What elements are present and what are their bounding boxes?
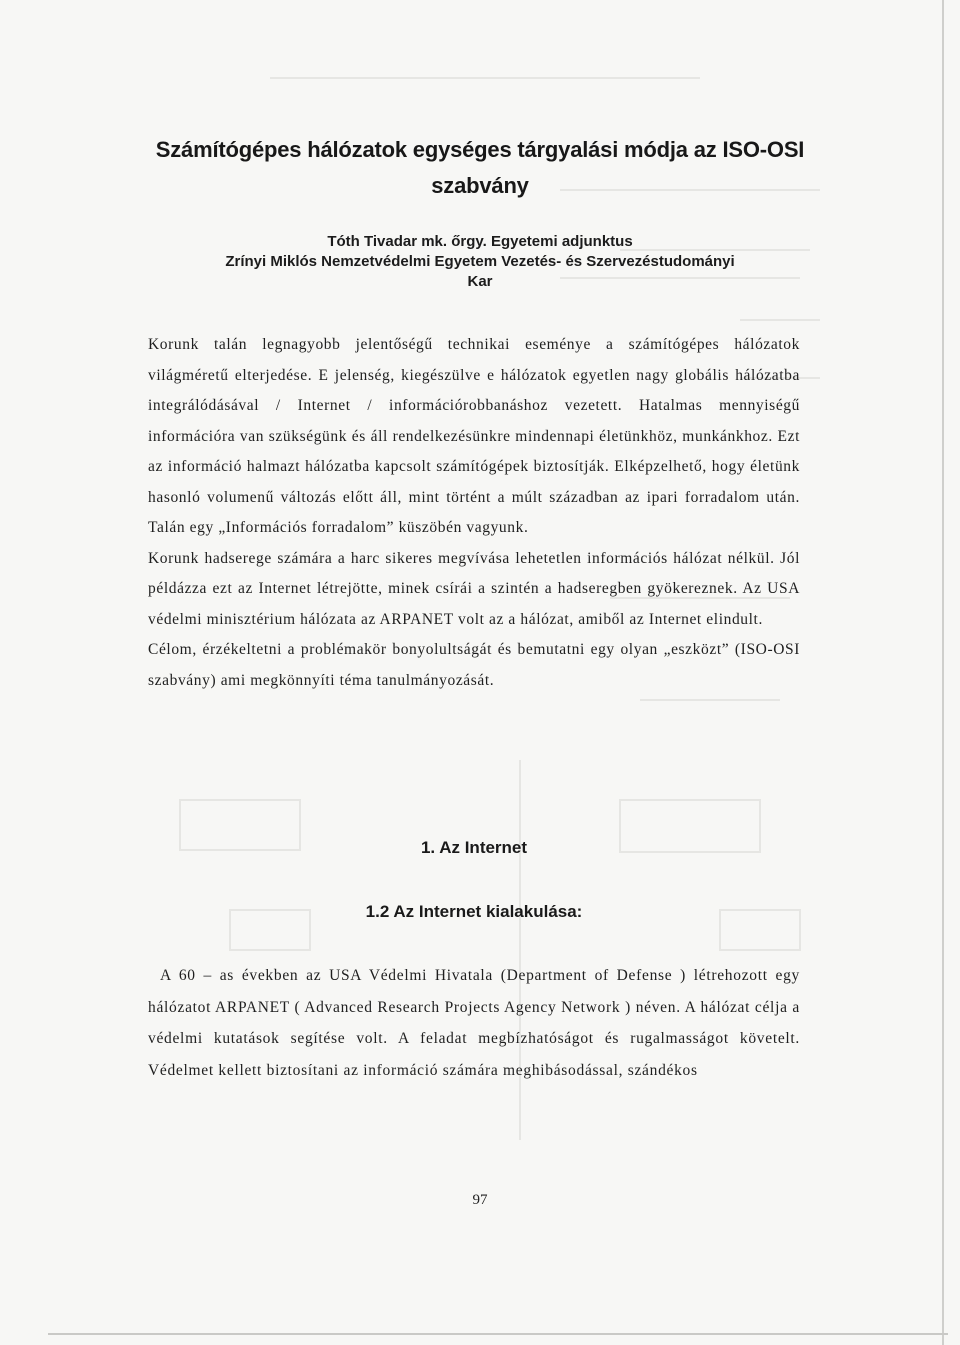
author-affiliation: Zrínyi Miklós Nemzetvédelmi Egyetem Vezetés- és Szervezéstudományi xyxy=(225,253,735,270)
section-body xyxy=(148,960,800,1086)
section-heading: 1. Az Internet xyxy=(420,838,528,857)
subsection-heading: 1.2 Az Internet kialakulása: xyxy=(365,902,583,921)
intro-section xyxy=(148,330,800,696)
author-name-rank: Tóth Tivadar mk. őrgy. Egyetemi adjunktus xyxy=(327,233,633,250)
author-affiliation-continued: Kar xyxy=(467,273,493,290)
page-number: 97 xyxy=(472,1192,488,1208)
scan-edge-right xyxy=(942,0,944,1345)
document-title: Számítógépes hálózatok egységes tárgyalási módja az ISO-OSI szabvány xyxy=(155,137,805,198)
author-block xyxy=(120,232,840,292)
intro-paragraph: Korunk talán legnagyobb jelentőségű technikai eseménye a számítógépes hálózatok világméretű elterjedése. E jelenség, kiegészülve e hálózatok egyetlen nagy globális hálózatba integrálódásával / Internet / információrobbanáshoz vezetett. Hatalmas mennyiségű információra van szükségünk és áll rendelkezésünkre mindennapi életünkhöz, munkánkhoz. Ezt az információ halmazt hálózatba kapcsolt számítógépek biztosítják. Elképzelhető, hogy életünk hasonló volumenű változás előtt áll, mint történt a múlt században az ipari forradalom után. Talán egy „Információs forradalom” küszöbén vagyunk. xyxy=(148,336,800,536)
intro-paragraph: Korunk hadserege számára a harc sikeres megvívása lehetetlen információs hálózat nélkül. Jól példázza ezt az Internet létrejötte, minek csírái a szintén a hadseregben gyökereznek. Az USA védelmi minisztérium hálózata az ARPANET volt az a hálózat, amiből az Internet elindult. xyxy=(148,549,800,628)
intro-paragraph: Célom, érzékeltetni a problémakör bonyolultságát és bemutatni egy olyan „eszközt” (ISO-OSI szabvány) ami megkönnyíti téma tanulmányozását. xyxy=(148,641,800,689)
scan-edge-bottom xyxy=(48,1333,948,1335)
section-paragraph: A 60 – as években az USA Védelmi Hivatala (Department of Defense ) létrehozott egy hálózatot ARPANET ( Advanced Research Projects Agency Network ) néven. A hálózat célja a védelmi kutatások segítése volt. A feladat megbízhatóságot és rugalmasságot követelt. Védelmet kellett biztosítani az információ számára meghibásodással, szándékos xyxy=(148,967,800,1079)
